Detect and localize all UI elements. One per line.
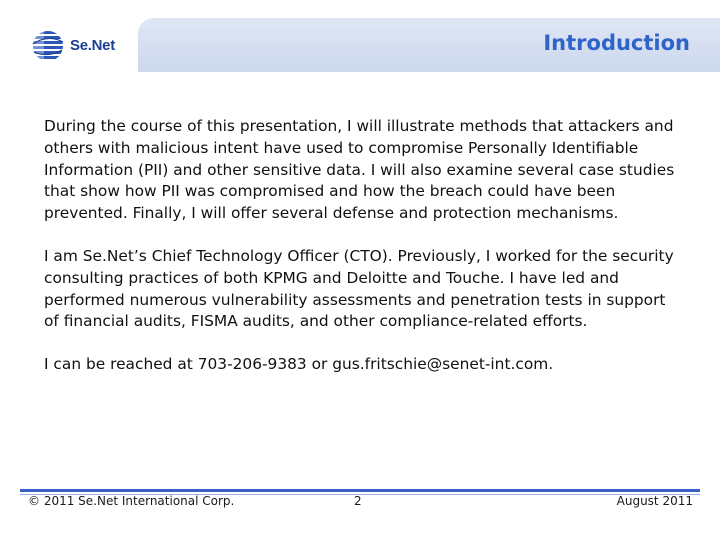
logo-text: Se.Net bbox=[70, 37, 115, 54]
footer-page-number: 2 bbox=[354, 494, 362, 508]
footer-rule bbox=[20, 489, 700, 492]
contact-paragraph: I can be reached at 703-206-9383 or gus.fritschie@senet-int.com. bbox=[44, 355, 554, 374]
footer-date: August 2011 bbox=[616, 494, 693, 508]
bio-paragraph: I am Se.Net’s Chief Technology Officer (CTO). Previously, I worked for the security consulting practices of both KPMG and Deloitte and Touche. I have led and performed numerous vulnerability assessments and penetration tests in support of financial audits, FISMA audits, and other compliance-related efforts. bbox=[44, 246, 674, 331]
globe-icon bbox=[30, 28, 66, 64]
intro-paragraph: During the course of this presentation, I will illustrate methods that attackers and others with malicious intent have used to compromise Personally Identifiable Information (PII) and other sensitive data. I will also examine several case studies that show how PII was compromised and how the breach could have been prevented. Finally, I will offer several defense and protection mechanisms. bbox=[44, 117, 675, 223]
slide-title: Introduction bbox=[543, 31, 690, 55]
footer-copyright: © 2011 Se.Net International Corp. bbox=[28, 494, 235, 508]
senet-logo bbox=[30, 28, 120, 64]
slide-body bbox=[44, 116, 684, 397]
